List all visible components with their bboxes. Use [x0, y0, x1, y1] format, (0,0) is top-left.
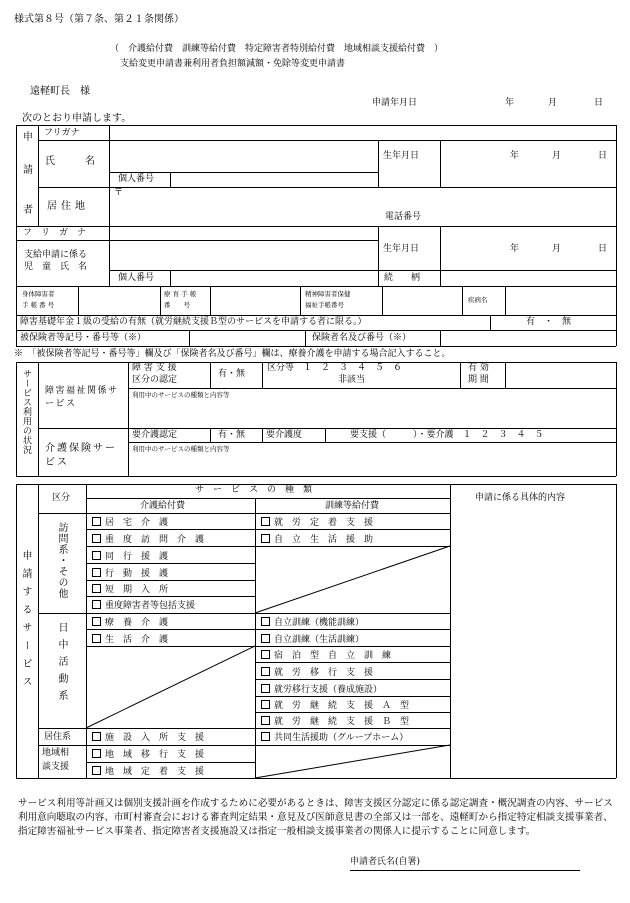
checkbox-icon: [92, 732, 101, 741]
pension-value: 有 ・ 無: [526, 317, 572, 327]
care-certification-yes-no: 有・無: [218, 430, 246, 440]
checkbox-community-settlement[interactable]: 地 域 定 着 支 援: [92, 766, 204, 777]
checkbox-icon: [261, 517, 270, 526]
checkbox-icon: [92, 617, 101, 626]
applicant-furigana-label: フリガナ: [44, 128, 80, 138]
applicant-phone-label: 電話番号: [385, 212, 422, 222]
class-levels: 区分等 １ ２ ３ ４ ５ ６: [267, 363, 403, 373]
checkbox-continued-employment-b[interactable]: 就 労 継 続 支 援 Ｂ 型: [261, 716, 409, 727]
mental-notebook-label-1: 精神障害者保健: [305, 290, 351, 298]
postal-mark: 〒: [114, 188, 124, 198]
child-furigana-label: フ リ ガ ナ: [23, 228, 87, 238]
checkbox-icon: [261, 534, 270, 543]
child-birth-day: 日: [598, 244, 608, 254]
checkbox-facility-admission[interactable]: 施 設 入 所 支 援: [92, 732, 204, 743]
checkbox-icon: [261, 732, 270, 741]
signature-line[interactable]: [350, 870, 580, 871]
support-category-label-2: 区分の認定: [132, 375, 178, 385]
checkbox-accompany-support[interactable]: 同 行 援 護: [92, 551, 168, 562]
support-category-yes-no: 有・無: [218, 369, 246, 379]
checkbox-life-care[interactable]: 生 活 介 護: [92, 634, 168, 645]
insurer-label: 保険者名及び番号（※）: [312, 333, 412, 343]
application-date-label: 申請年月日: [372, 98, 418, 108]
checkbox-continued-employment-a[interactable]: 就 労 継 続 支 援 Ａ 型: [261, 700, 409, 711]
physical-notebook-label-2: 手 帳 番 号: [22, 301, 55, 309]
checkbox-residential-training[interactable]: 宿 泊 型 自 立 訓 練: [261, 650, 391, 661]
checkbox-functional-training[interactable]: 自立訓練（機能訓練）: [261, 617, 364, 628]
applicant-birth-label: 生年月日: [383, 151, 420, 161]
addressee: 遠軽町長 様: [30, 86, 90, 97]
checkbox-independent-living-assist[interactable]: 自 立 生 活 援 助: [261, 534, 373, 545]
applicant-section-char-2: 請: [23, 165, 33, 176]
checkbox-employment-retention[interactable]: 就 労 定 着 支 援: [261, 517, 373, 528]
checkbox-icon: [92, 634, 101, 643]
checkbox-icon: [261, 667, 270, 676]
usage-status-section: サービス利用の状況: [21, 369, 31, 455]
application-date-month: 月: [548, 98, 558, 108]
applicant-name-label: 氏 名: [45, 156, 95, 167]
form-number: 様式第８号（第７条、第２１条関係）: [14, 14, 184, 25]
checkbox-group-home[interactable]: 共同生活援助（グループホーム）: [261, 732, 408, 743]
checkbox-icon: [261, 650, 270, 659]
checkbox-icon: [92, 517, 101, 526]
child-personal-number-label: 個人番号: [118, 273, 155, 283]
physical-notebook-label-1: 身体障害者: [22, 290, 55, 298]
kubun-header: 区分: [52, 493, 71, 503]
applicant-birth-day: 日: [598, 151, 608, 161]
applicant-birth-year: 年: [510, 151, 520, 161]
pension-label: 障害基礎年金１級の受給の有無（就労継続支援Ｂ型のサービスを申請する者に限る。）: [20, 317, 367, 327]
training-benefit-header: 訓練等給付費: [325, 501, 380, 511]
insured-number-label: 被保険者等記号・番号等（※）: [20, 333, 147, 343]
care-insurance-label: 介護保険サービス: [45, 443, 117, 468]
service-types-header: サ ー ビ ス の 種 類: [195, 485, 313, 495]
welfare-in-use-note: 利用中のサービスの種類と内容等: [132, 391, 230, 399]
applicant-birth-month: 月: [552, 151, 562, 161]
checkbox-medical-care[interactable]: 療 養 介 護: [92, 617, 168, 628]
detail-header: 申請に係る具体的内容: [475, 493, 566, 503]
checkbox-life-training[interactable]: 自立訓練（生活訓練）: [261, 634, 364, 645]
checkbox-icon: [92, 749, 101, 758]
checkbox-severe-visit-care[interactable]: 重 度 訪 問 介 護: [92, 534, 204, 545]
checkbox-employment-transition-training[interactable]: 就労移行支援（養成施設）: [261, 684, 382, 695]
checkbox-icon: [92, 568, 101, 577]
checkbox-icon: [261, 716, 270, 725]
checkbox-icon: [261, 684, 270, 693]
form-title-line2: 支給変更申請書兼利用者負担額減額・免除等変更申請書: [120, 59, 346, 69]
validity-label-1: 有 効: [468, 363, 489, 373]
checkbox-behavior-support[interactable]: 行 動 援 護: [92, 568, 168, 579]
checkbox-icon: [261, 617, 270, 626]
not-applicable: 非該当: [338, 375, 366, 385]
requested-services-section: 申請するサービス: [20, 550, 31, 694]
rehab-notebook-label-2: 番 号: [164, 301, 190, 309]
residence-group-label: 居住系: [44, 732, 72, 742]
day-group-label: 日中活動系: [56, 622, 67, 707]
applicant-address-label: 居住地: [47, 201, 89, 212]
signature-label: 申請者氏名(自署): [350, 857, 421, 867]
checkbox-home-care[interactable]: 居 宅 介 護: [92, 517, 168, 528]
community-group-label-1: 地域相: [42, 748, 70, 758]
care-certification-label: 要介護認定: [132, 430, 178, 440]
intro-text: 次のとおり申請します。: [22, 113, 132, 124]
community-group-label-2: 談支援: [42, 762, 70, 772]
checkbox-community-transition[interactable]: 地 域 移 行 支 援: [92, 749, 204, 760]
care-level-label: 要介護度: [266, 430, 303, 440]
form-title-line1: （ 介護給付費 訓練等給付費 特定障害者特別給付費 地域相談支援給付費 ）: [110, 44, 444, 54]
child-relation-label: 続 柄: [384, 273, 421, 283]
applicant-personal-number-label: 個人番号: [118, 174, 155, 184]
checkbox-icon: [261, 700, 270, 709]
checkbox-icon: [92, 584, 101, 593]
visit-group-label: 訪問系・その他: [56, 522, 67, 599]
child-name-label-2: 児 童 氏 名: [24, 262, 88, 272]
child-birth-month: 月: [552, 244, 562, 254]
care-benefit-header: 介護給付費: [140, 501, 186, 511]
checkbox-icon: [92, 600, 101, 609]
insured-note: ※ 「被保険者等記号・番号等」欄及び「保険者名及び番号」欄は、療養介護を申請する場合記入すること。: [14, 349, 451, 359]
support-levels: 要支援（ ）・要介護 １ ２ ３ ４ ５: [350, 430, 544, 440]
child-name-label-1: 支給申請に係る: [24, 250, 88, 260]
support-category-label-1: 障 害 支 援: [132, 363, 177, 373]
welfare-service-label: 障害福祉関係サービス: [45, 386, 119, 409]
mental-notebook-label-2: 福祉手帳番号: [305, 301, 344, 309]
applicant-section-char-3: 者: [23, 205, 33, 216]
rehab-notebook-label-1: 療 育 手 帳: [164, 290, 197, 298]
checkbox-icon: [261, 634, 270, 643]
checkbox-comprehensive-support[interactable]: 重度障害者等包括支援: [92, 600, 195, 611]
disease-label: 疾病名: [468, 296, 488, 304]
child-birth-label: 生年月日: [383, 244, 420, 254]
consent-text: サービス利用等計画又は個別支援計画を作成するために必要があるときは、障害支援区分認定に係る認定調査・概況調査の内容、サービス利用意向聴取の内容、市町村審査会における審査判定結果・意見及び医師意見書の全部又は一部を、遠軽町から指定特定相談支援事業者、指定障害福祉サービス事業者、指定障害者支援施設又は指定一般相談支援事業者の関係人に提示することに同意します。: [18, 798, 613, 838]
checkbox-icon: [92, 534, 101, 543]
validity-label-2: 期 間: [468, 375, 489, 385]
child-birth-year: 年: [510, 244, 520, 254]
checkbox-icon: [92, 551, 101, 560]
checkbox-short-stay[interactable]: 短 期 入 所: [92, 584, 168, 595]
checkbox-employment-transition[interactable]: 就 労 移 行 支 援: [261, 667, 373, 678]
application-date-year: 年: [505, 98, 515, 108]
application-date-day: 日: [594, 98, 604, 108]
checkbox-icon: [92, 766, 101, 775]
care-in-use-note: 利用中のサービスの種類と内容等: [132, 445, 230, 453]
applicant-section-char-1: 申: [23, 132, 33, 143]
